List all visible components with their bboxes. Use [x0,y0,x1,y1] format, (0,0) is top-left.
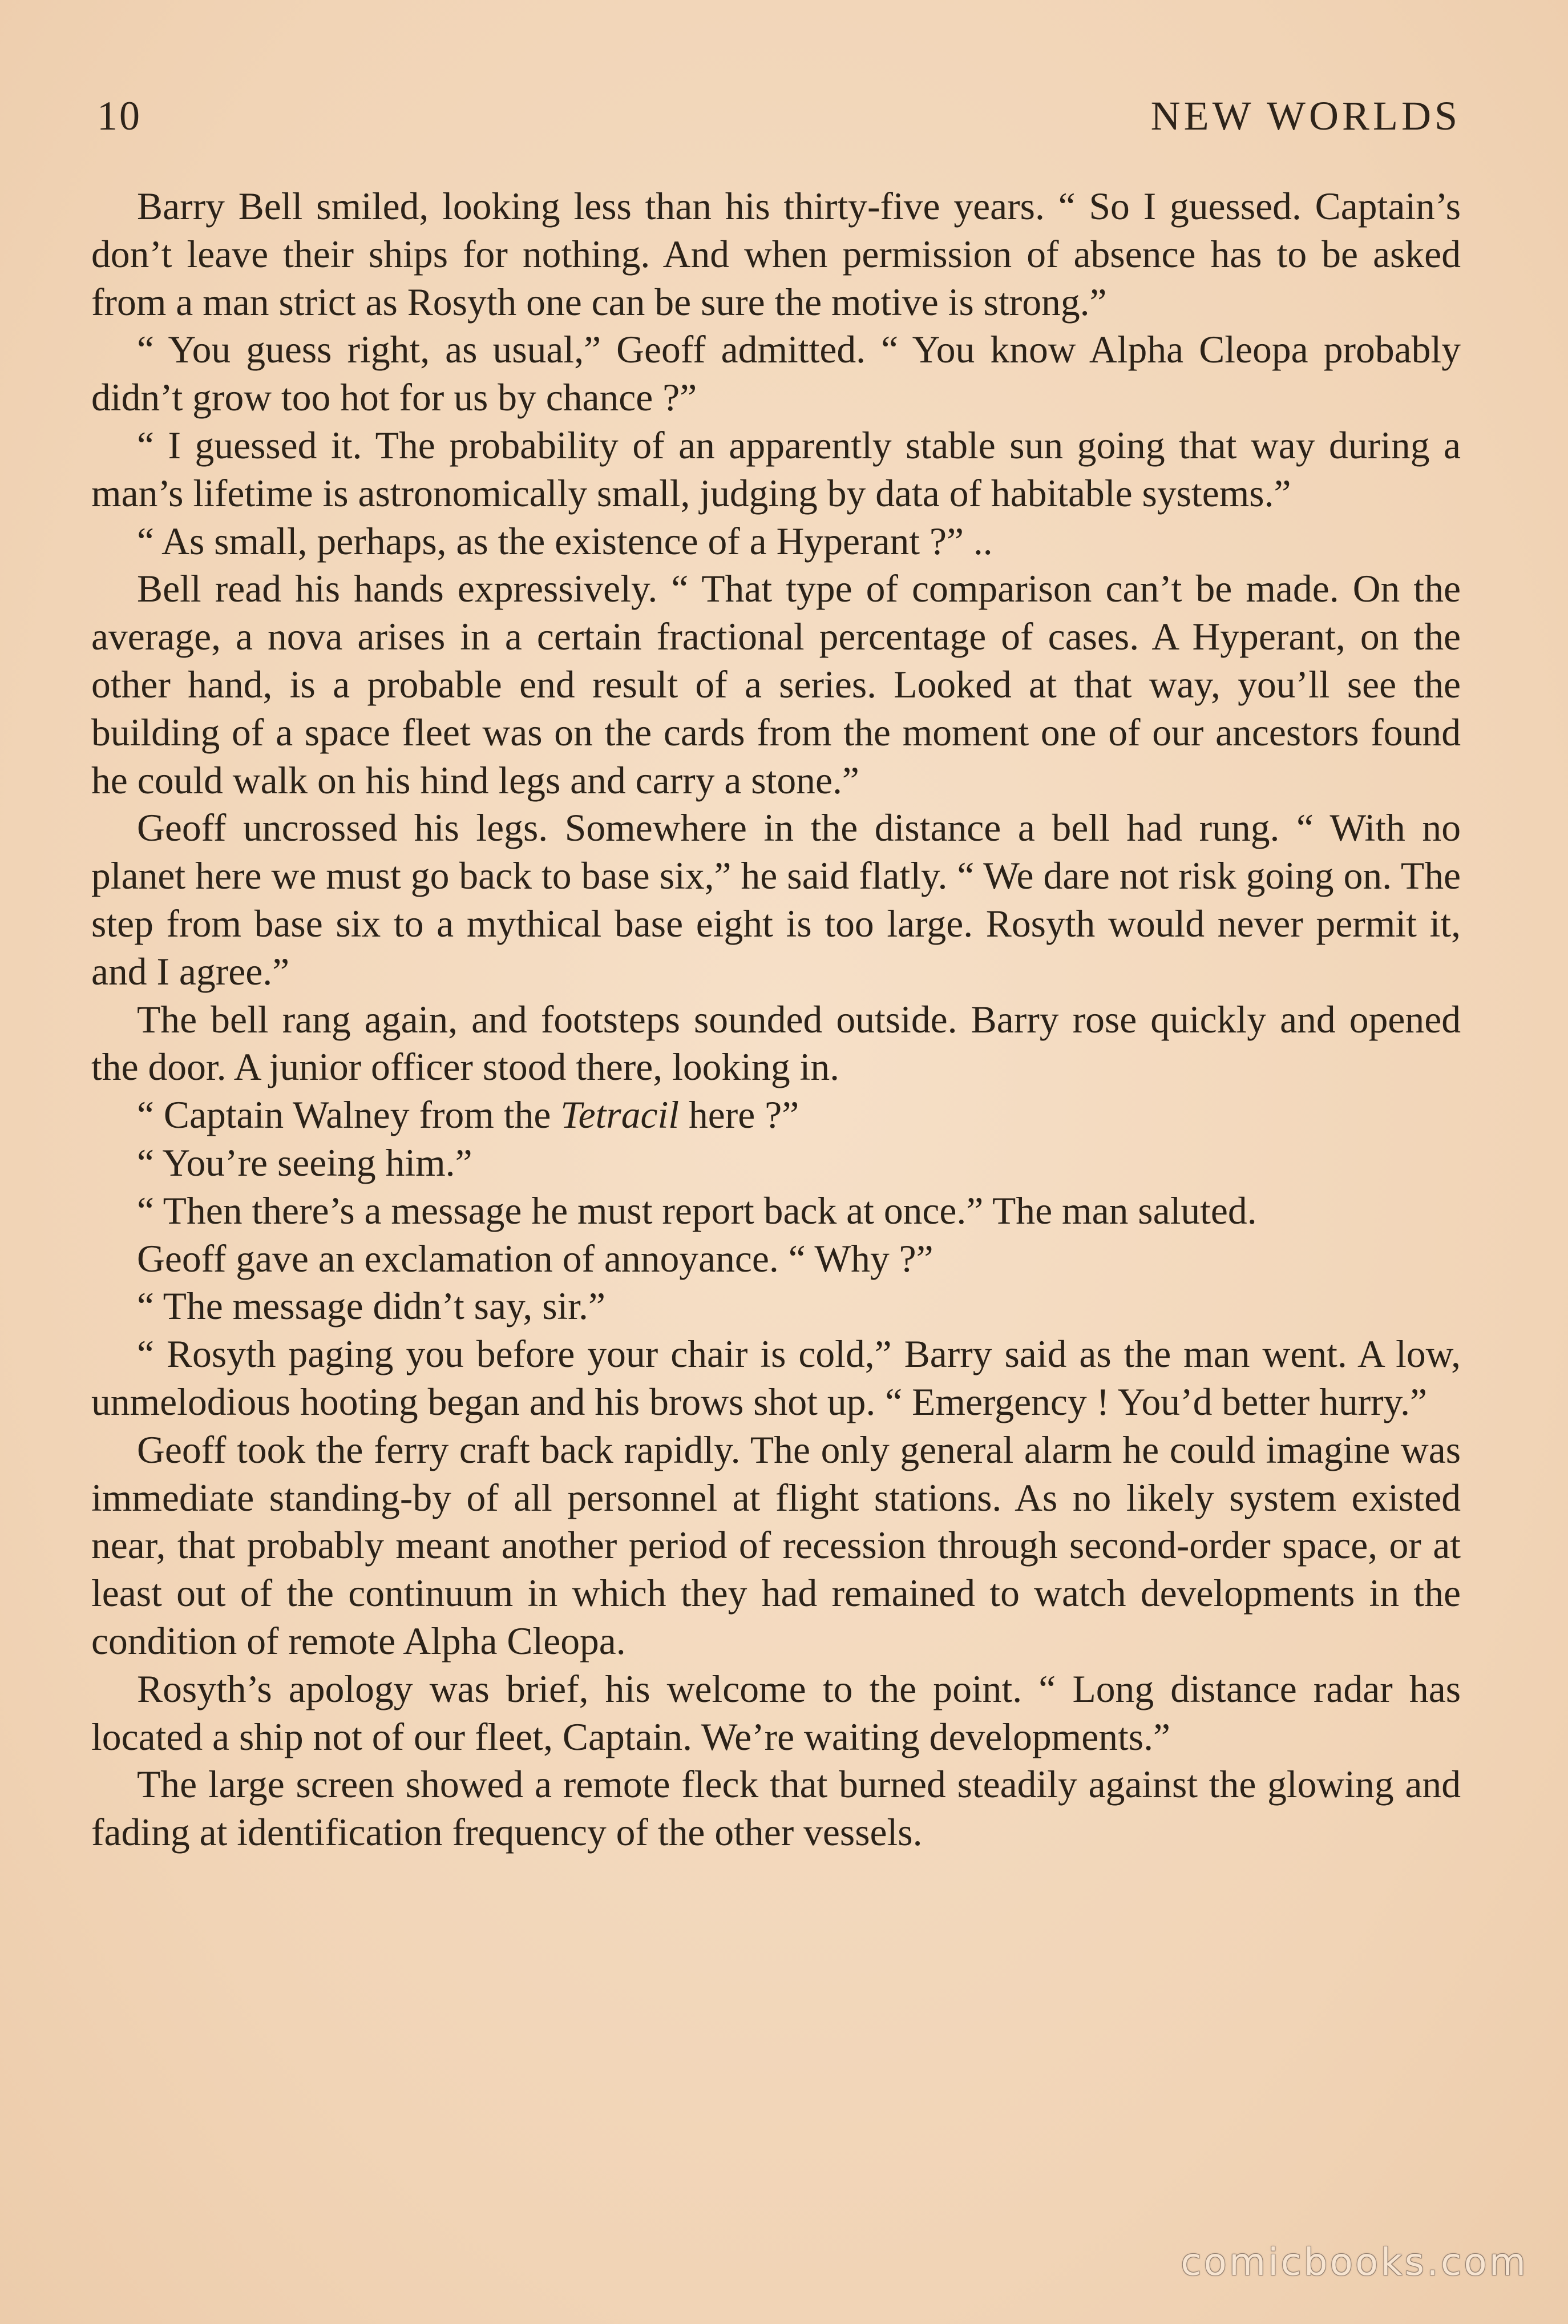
paragraph-5: Bell read his hands expressively. “ That type of comparison can’t be made. On the average, a nova arises in a certain fractional percentage of cases. A Hyperant, on the other hand, is a probable end result of a series. Looked at that way, you’ll see the building of a space fleet was on the cards from the moment one of our ancestors found he could walk on his hind legs and carry a stone.” [91,567,1461,802]
running-head: NEW WORLDS [1150,92,1461,139]
page-header [97,84,1461,147]
paragraph-15: Rosyth’s apology was brief, his welcome to the point. “ Long distance radar has located a ship not of our fleet, Captain. We’re waiting developments.” [91,1667,1461,1758]
watermark: comicbooks.com [1181,2240,1528,2284]
paragraph-6: Geoff uncrossed his legs. Somewhere in the distance a bell had rung. “ With no planet here we must go back to base six,” he said flatly. “ We dare not risk going on. The step from base six to a mythical base eight is too large. Rosyth would never permit it, and I agree.” [91,806,1461,993]
paragraph-12: “ The message didn’t say, sir.” [137,1285,605,1328]
paragraph-3: “ I guessed it. The probability of an apparently stable sun going that way during a man’s lifetime is astronomically small, judging by data of habitable systems.” [91,423,1461,515]
paragraph-1: Barry Bell smiled, looking less than his thirty-five years. “ So I guessed. Captain’s don’t leave their ships for nothing. And when permission of absence has to be asked from a man strict as Rosyth one can be sure the motive is strong.” [91,185,1461,324]
paragraph-9: “ You’re seeing him.” [137,1141,472,1184]
page-number: 10 [97,92,142,139]
paragraph-8 [91,1091,1461,1139]
paragraph-8-before: “ Captain Walney from the [137,1094,561,1137]
paragraph-8-after: here ?” [679,1094,799,1137]
paragraph-4: “ As small, perhaps, as the existence of a Hyperant ?” .. [137,519,993,563]
body-text [91,183,1461,1857]
paragraph-13: “ Rosyth paging you before your chair is cold,” Barry said as the man went. A low, unmelodious hooting began and his brows shot up. “ Emergency ! You’d better hurry.” [91,1333,1461,1423]
paragraph-10: “ Then there’s a message he must report back at once.” The man saluted. [137,1189,1257,1232]
paragraph-16: The large screen showed a remote fleck that burned steadily against the glowing and fading at identification frequency of the other vessels. [91,1763,1461,1854]
paragraph-2: “ You guess right, as usual,” Geoff admitted. “ You know Alpha Cleopa probably didn’t grow too hot for us by chance ?” [91,328,1461,419]
ship-name: Tetracil [560,1094,680,1137]
paragraph-7: The bell rang again, and footsteps sounded outside. Barry rose quickly and opened the door. A junior officer stood there, looking in. [91,998,1461,1089]
paragraph-11: Geoff gave an exclamation of annoyance. “ Why ?” [137,1237,933,1280]
paragraph-14: Geoff took the ferry craft back rapidly. The only general alarm he could imagine was immediate standing-by of all personnel at flight stations. As no likely system existed near, that probably meant another period of recession through second-order space, or at least out of the continuum in which they had remained to watch developments in the condition of remote Alpha Cleopa. [91,1428,1461,1663]
